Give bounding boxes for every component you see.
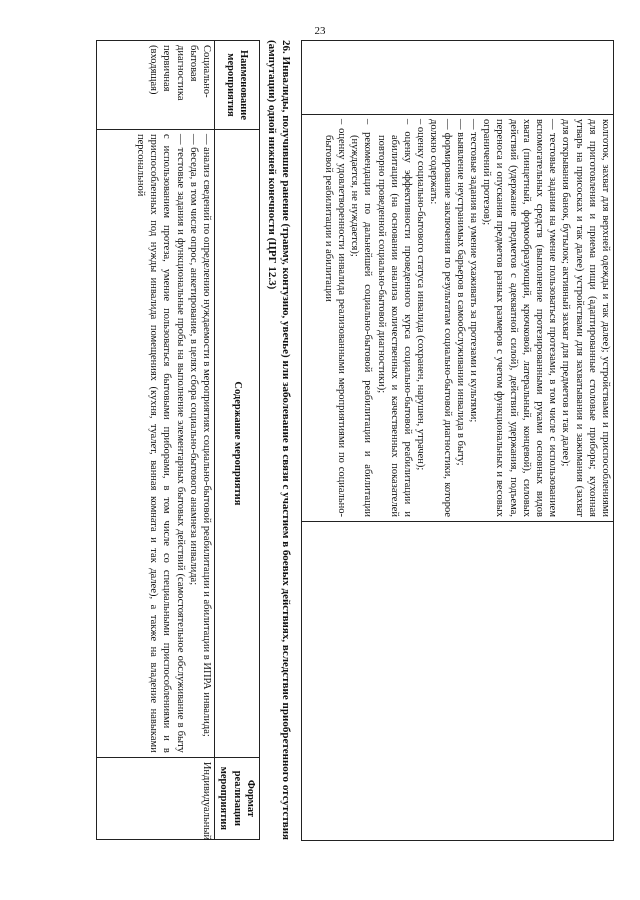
dash-marker: – xyxy=(415,119,427,125)
table-row xyxy=(97,41,215,840)
header-measure-format: Формат реализации мероприятия xyxy=(215,757,260,839)
rotated-content xyxy=(54,40,614,840)
paragraph: — тестовые задания на умение ухаживать за протезами и культями; xyxy=(467,119,479,423)
list-item xyxy=(374,119,414,517)
table-row xyxy=(302,41,614,841)
paragraph: — тестовые задания на умение пользоваться протезами, в том числе с использованием вспомогательных средств (выполнение протезированными руками основных видов хвата (пинцетный, формообразующий, крючковой, латеральный, концевой), силовых действий (удержание предметов с адекватной силой), действий удержания, подъема, переноса и опускания предметов разных размеров с учетом функциональных и весовых ограничений протезов); xyxy=(481,119,559,517)
measure-content-cell xyxy=(97,130,215,758)
dash-marker: – xyxy=(362,119,374,125)
section-heading: 26. Инвалиды, получившие ранение (травму, контузию, увечье) или заболевание в связи с участием в боевых действиях, вследствие приобретенного отсутствия (ампутации) одной нижней конечности (ЦРГ 12.3) xyxy=(266,40,292,840)
paragraph: — беседа, в том числе опрос, анкетирование, в целях сбора социально-бытового анамнеза инвалида; xyxy=(187,134,199,586)
empty-format-cell xyxy=(302,522,614,841)
page-number: 23 xyxy=(314,25,326,37)
list-item-text: оценку удовлетворенности инвалида реализованными мероприятиями по социально-бытовой реабилитации и абилитации xyxy=(322,128,347,517)
list-item-text: оценку социально-бытового статуса инвалида (сохранен, нарушен, утрачен); xyxy=(415,126,427,471)
list-item-text: рекомендации по дальнейшей социально-бытовой реабилитации и абилитации (нуждается, не нуждается); xyxy=(349,132,374,518)
content-cell xyxy=(302,115,614,522)
paragraph: — тестовые задания и функциональные пробы на выполнение элементарных бытовых действий (самостоятельное обслуживание в быту с использованием протеза, умение пользоваться бытовыми приборами, в том числе со специальными приспособлениями и в приспособленных под нужды инвалида помещениях (кухня, туалет, ванная комната и так далее), а также на владение навыками персональной xyxy=(134,134,186,753)
continuation-table xyxy=(301,40,614,841)
measure-format-cell: Индивидуальный xyxy=(97,757,215,839)
header-measure-name: Наименование мероприятия xyxy=(215,41,260,130)
empty-name-cell xyxy=(302,41,614,115)
dash-marker: – xyxy=(401,119,413,125)
list-item-text: оценку эффективности проведенного курса социально-бытовой реабилитации и абилитации (на основании анализа количественных и качественных показателей повторно проведенной социально-бытовой диагностики); xyxy=(375,131,413,517)
measure-name-cell: Социально-бытовая диагностика первичная (входящая) xyxy=(97,41,215,130)
measures-table xyxy=(96,40,260,840)
table-header-row xyxy=(215,41,260,840)
header-measure-content: Содержание мероприятия xyxy=(215,130,260,758)
list-item xyxy=(348,119,374,517)
dash-marker: – xyxy=(335,119,347,125)
list-item xyxy=(322,119,348,517)
paragraph: — анализ сведений по определению нуждаемости в мероприятиях социально-бытовой реабилитации и абилитации в ИПРА инвалида; xyxy=(201,134,212,737)
list-item xyxy=(414,119,427,517)
paragraph: — формирование заключения по результатам социально-бытовой диагностики, которое должно содержать: xyxy=(428,119,453,517)
paragraph: колготок, захват для верхней одежды и так далее); устройствами и приспособлениями для приготовления и приема пищи (адаптированные столовые приборы; кухонная утварь на присосках и так далее) устройствами для захватывания и зажимания (захват для открывания банок, бутылок; активный захват для предметов и так далее); xyxy=(560,119,611,517)
paragraph: — выявление неустранимых барьеров в самообслуживании инвалида в быту; xyxy=(454,119,466,466)
